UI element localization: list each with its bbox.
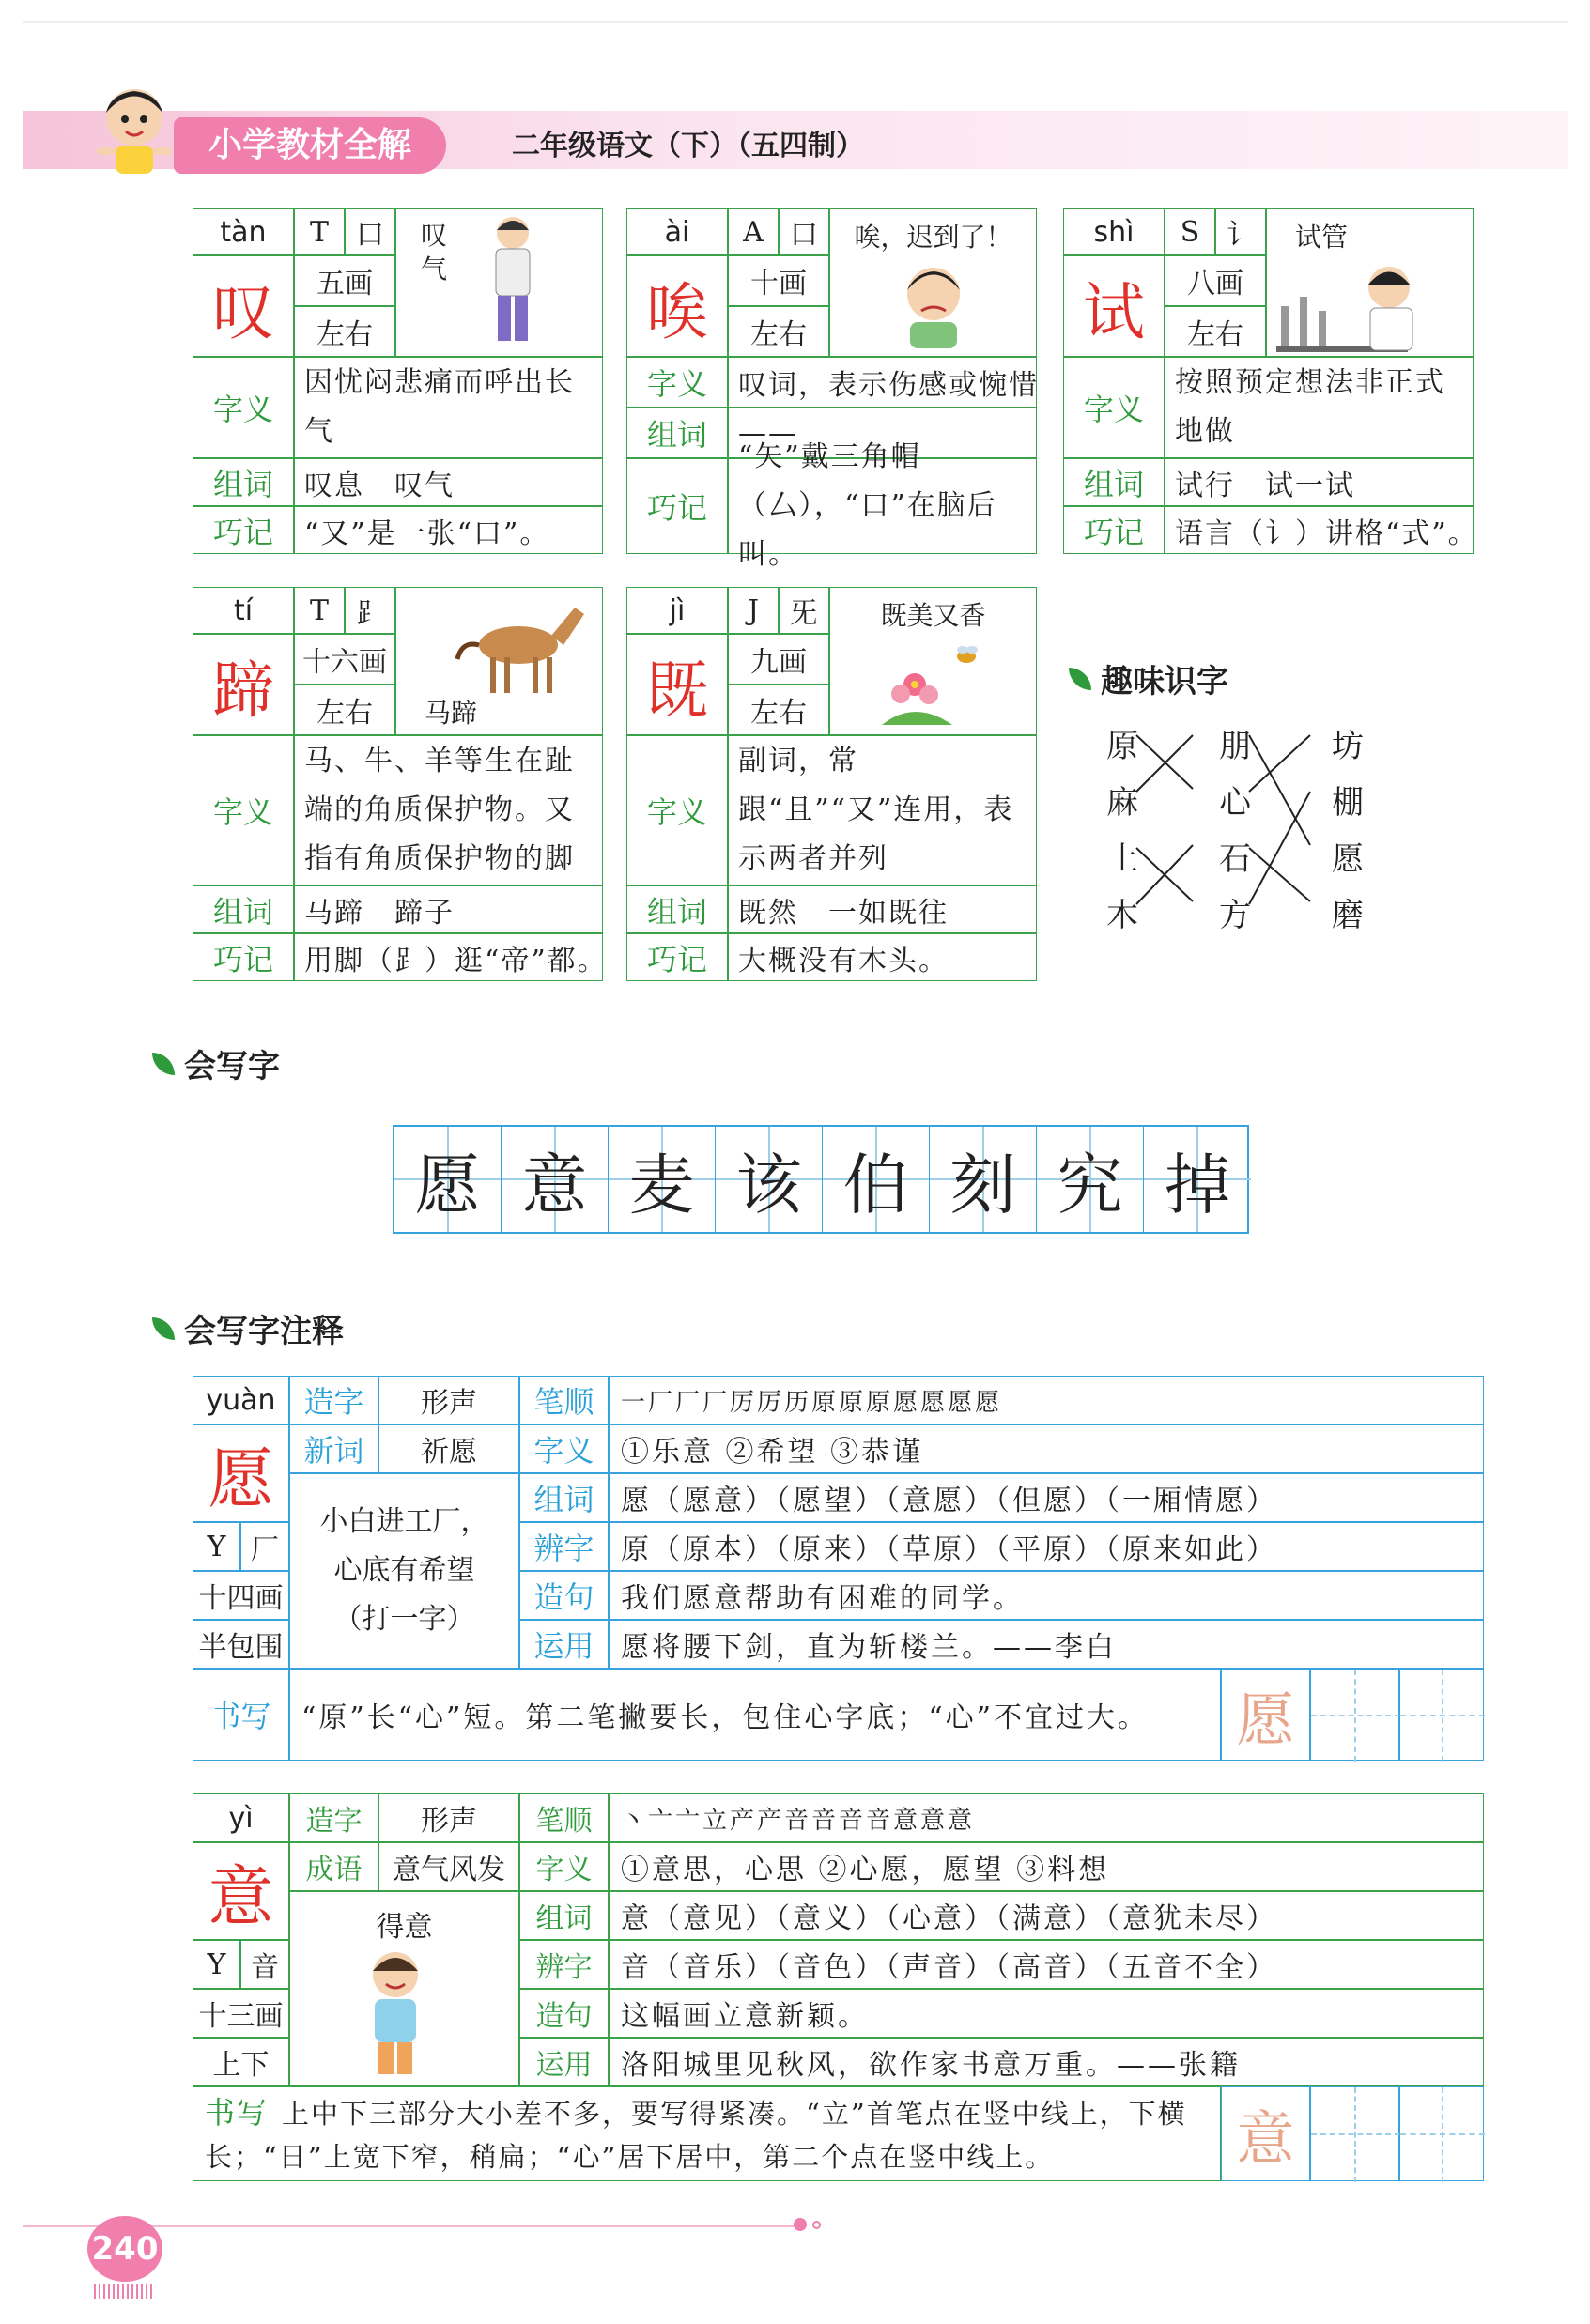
grid-cell <box>394 1127 502 1232</box>
notes-heading <box>152 1305 344 1351</box>
pic-caption: 试管 <box>1295 222 1349 253</box>
words-text: 叹息 叹气 <box>294 458 603 506</box>
bishun-label: 笔顺 <box>519 1376 609 1424</box>
shuxie-label: 书写 <box>205 2095 270 2131</box>
grid-cell <box>823 1127 930 1232</box>
proud-boy-illustration <box>348 1945 461 2076</box>
meaning-text: 叹词，表示伤感或惋惜 <box>728 357 1037 408</box>
words-text: 试行 试一试 <box>1165 458 1474 506</box>
ziyi-label: 字义 <box>519 1842 609 1891</box>
match-mid-item: 方 <box>1219 897 1251 934</box>
meaning-label: 字义 <box>193 735 294 885</box>
strokes: 十三画 <box>193 1989 289 2038</box>
match-right-col <box>1332 718 1364 944</box>
match-left-item: 麻 <box>1106 784 1138 822</box>
letter: Y <box>193 1940 240 1989</box>
match-right-item: 坊 <box>1332 728 1364 765</box>
note-table-yuan <box>193 1376 1484 1761</box>
model-char: 愿 <box>1221 1669 1310 1761</box>
pinyin: jì <box>626 587 728 634</box>
zaoju-label: 造句 <box>519 1989 609 2038</box>
grid-char: 愿 <box>414 1146 481 1224</box>
zuci-label: 组词 <box>519 1891 609 1940</box>
shuxie-text: 上中下三部分大小差不多，要写得紧凑。“立”首笔点在竖中线上，下横长；“日”上宽下窄，稍扁；“心”居下居中，第二个点在竖中线上。 <box>205 2098 1187 2173</box>
char: 唉 <box>626 255 728 357</box>
words-text: 马蹄 蹄子 <box>294 885 603 933</box>
char-card-ji <box>626 587 1037 981</box>
yunyong-label: 运用 <box>519 2038 609 2086</box>
tip-text: 大概没有木头。 <box>728 933 1037 981</box>
fun-literacy-matching <box>1089 709 1390 934</box>
strokes: 十四画 <box>193 1571 289 1620</box>
zaozi-text: 形声 <box>378 1793 519 1842</box>
pic-caption: 得意 <box>376 1911 433 1944</box>
grid-cell <box>609 1127 716 1232</box>
meaning-text: 马、牛、羊等生在趾端的角质保护物。又指有角质保护物的脚 <box>294 735 603 885</box>
structure: 左右 <box>728 685 829 735</box>
grid-char: 伯 <box>842 1146 909 1224</box>
meaning-text: 按照预定想法非正式地做 <box>1165 357 1474 458</box>
grid-cell <box>502 1127 609 1232</box>
char-card-shi <box>1063 208 1478 554</box>
fun-literacy-title: 趣味识字 <box>1101 663 1228 700</box>
shuxie-row <box>193 2086 1221 2181</box>
char: 试 <box>1063 255 1165 357</box>
yunyong-text: 愿将腰下剑，直为斩楼兰。——李白 <box>609 1620 1484 1669</box>
picture-panel <box>395 208 603 357</box>
picture-panel <box>829 587 1037 735</box>
pinyin: yì <box>193 1793 289 1842</box>
strokes: 九画 <box>728 634 829 685</box>
sighing-person-illustration <box>466 209 560 350</box>
strokes: 五画 <box>294 255 395 306</box>
ziyi-label: 字义 <box>519 1424 609 1473</box>
tip-label: 巧记 <box>193 933 294 981</box>
late-child-illustration <box>882 254 985 348</box>
letter: A <box>728 208 779 255</box>
structure: 上下 <box>193 2038 289 2086</box>
bishun-label: 笔顺 <box>519 1793 609 1842</box>
structure: 左右 <box>294 685 395 735</box>
letter: S <box>1165 208 1215 255</box>
zaoju-text: 这幅画立意新颖。 <box>609 1989 1484 2038</box>
horse-illustration <box>443 593 594 695</box>
zaoju-label: 造句 <box>519 1571 609 1620</box>
grid-cell <box>930 1127 1037 1232</box>
ziyi-text: ①乐意 ②希望 ③恭谨 <box>609 1424 1484 1473</box>
leaf-icon <box>152 1317 175 1340</box>
radical: 口 <box>345 208 395 255</box>
pic-caption: 既美又香 <box>880 600 986 631</box>
pinyin: ài <box>626 208 728 255</box>
meaning-text: 副词，常跟“且”“又”连用，表示两者并列 <box>728 735 1037 885</box>
char: 愿 <box>193 1424 289 1522</box>
match-left-item: 原 <box>1106 728 1138 765</box>
shuxie-label: 书写 <box>193 1669 289 1761</box>
structure: 左右 <box>1165 306 1266 357</box>
tip-text: “矢”戴三角帽（厶），“口”在脑后叫。 <box>728 458 1037 554</box>
chengyu-label: 成语 <box>289 1842 378 1891</box>
letter: T <box>294 587 345 634</box>
strokes: 十六画 <box>294 634 395 685</box>
words-label: 组词 <box>626 408 728 458</box>
bishun-text: 一厂厂厂厉厉历原原原愿愿愿愿 <box>609 1376 1484 1424</box>
letter: Y <box>193 1522 240 1571</box>
tip-text: 用脚（⻊）逛“帝”都。 <box>294 933 603 981</box>
tip-label: 巧记 <box>1063 506 1165 554</box>
picture-panel <box>829 208 1037 357</box>
words-label: 组词 <box>193 885 294 933</box>
words-text: —— <box>728 408 1037 458</box>
strokes: 八画 <box>1165 255 1266 306</box>
radical: 旡 <box>779 587 829 634</box>
write-chars-grid <box>393 1125 1249 1234</box>
zuci-text: 愿（愿意）（愿望）（意愿）（但愿）（一厢情愿） <box>609 1473 1484 1522</box>
match-mid-item: 朋 <box>1219 728 1251 765</box>
pic-caption: 叹 气 <box>421 220 448 285</box>
tip-label: 巧记 <box>193 506 294 554</box>
match-right-item: 棚 <box>1332 784 1364 822</box>
practice-cell <box>1310 2086 1399 2181</box>
radical: 口 <box>779 208 829 255</box>
grid-cell <box>1144 1127 1251 1232</box>
scientist-illustration <box>1267 254 1464 356</box>
meaning-label: 字义 <box>626 357 728 408</box>
char: 既 <box>626 634 728 735</box>
shuxie-content <box>193 2087 1220 2182</box>
char-card-tan <box>193 208 603 554</box>
strokes: 十画 <box>728 255 829 306</box>
zuci-text: 意（意见）（意义）（心意）（满意）（意犹未尽） <box>609 1891 1484 1940</box>
flower-bee-illustration <box>863 633 1004 727</box>
match-left-item: 木 <box>1106 897 1138 934</box>
pic-caption: 马蹄 <box>425 698 478 729</box>
practice-cell <box>1310 1669 1399 1761</box>
boy-mascot <box>92 80 177 178</box>
zaoju-text: 我们愿意帮助有困难的同学。 <box>609 1571 1484 1620</box>
char-card-ti <box>193 587 608 981</box>
char: 意 <box>193 1842 289 1940</box>
fun-literacy-heading <box>1069 655 1228 701</box>
write-chars-title: 会写字 <box>184 1048 280 1085</box>
structure: 左右 <box>728 306 829 357</box>
char-card-ai <box>626 208 1039 571</box>
letter: J <box>728 587 779 634</box>
riddle: 小白进工厂，心底有希望（打一字） <box>289 1473 519 1669</box>
practice-cell <box>1399 1669 1484 1761</box>
picture-panel <box>395 587 603 735</box>
bianzi-label: 辨字 <box>519 1522 609 1571</box>
zuci-label: 组词 <box>519 1473 609 1522</box>
meaning-label: 字义 <box>626 735 728 885</box>
write-chars-heading <box>152 1040 280 1086</box>
tip-label: 巧记 <box>626 933 728 981</box>
xinci-text: 祈愿 <box>378 1424 519 1473</box>
radical: 音 <box>240 1940 289 1989</box>
xinci-label: 新词 <box>289 1424 378 1473</box>
page-top-rule <box>23 21 1568 23</box>
tip-label: 巧记 <box>626 458 728 554</box>
words-label: 组词 <box>626 885 728 933</box>
footer-barcode-deco <box>94 2284 155 2299</box>
grid-char: 麦 <box>628 1146 695 1224</box>
meaning-text: 因忧闷悲痛而呼出长气 <box>294 357 603 458</box>
note-table-yi <box>193 1793 1484 2181</box>
pic-caption: 唉，迟到了！ <box>854 222 1012 253</box>
picture-panel <box>1266 208 1474 357</box>
picture-panel <box>289 1891 519 2086</box>
words-label: 组词 <box>1063 458 1165 506</box>
notes-title: 会写字注释 <box>184 1313 344 1350</box>
match-mid-col <box>1219 718 1251 944</box>
pinyin: yuàn <box>193 1376 289 1424</box>
radical: 讠 <box>1215 208 1266 255</box>
char: 叹 <box>193 255 294 357</box>
zaozi-text: 形声 <box>378 1376 519 1424</box>
yunyong-label: 运用 <box>519 1620 609 1669</box>
leaf-icon <box>152 1053 175 1075</box>
match-left-item: 土 <box>1106 840 1138 878</box>
grid-cell <box>1037 1127 1144 1232</box>
meaning-label: 字义 <box>1063 357 1165 458</box>
ziyi-text: ①意思，心思 ②心愿，愿望 ③料想 <box>609 1842 1484 1891</box>
grid-char: 该 <box>735 1146 802 1224</box>
zaozi-label: 造字 <box>289 1793 378 1842</box>
bianzi-text: 原（原本）（原来）（草原）（平原）（原来如此） <box>609 1522 1484 1571</box>
shuxie-text: “原”长“心”短。第二笔撇要长，包住心字底；“心”不宜过大。 <box>289 1669 1221 1761</box>
bishun-text: 丶亠亠立产产音音音音意意意 <box>609 1793 1484 1842</box>
leaf-icon <box>1069 668 1091 690</box>
series-badge: 小学教材全解 <box>174 117 446 174</box>
yunyong-text: 洛阳城里见秋风，欲作家书意万重。——张籍 <box>609 2038 1484 2086</box>
letter: T <box>294 208 345 255</box>
words-text: 既然 一如既往 <box>728 885 1037 933</box>
grid-char: 究 <box>1057 1146 1123 1224</box>
footer-dot <box>794 2218 807 2231</box>
bianzi-label: 辨字 <box>519 1940 609 1989</box>
footer-dot <box>812 2221 821 2229</box>
grid-char: 刻 <box>949 1146 1016 1224</box>
match-mid-item: 石 <box>1219 840 1251 878</box>
grid-cell <box>716 1127 823 1232</box>
grid-char: 掉 <box>1165 1146 1230 1224</box>
meaning-label: 字义 <box>193 357 294 458</box>
words-label: 组词 <box>193 458 294 506</box>
structure: 半包围 <box>193 1620 289 1669</box>
pinyin: shì <box>1063 208 1165 255</box>
radical: ⻊ <box>345 587 395 634</box>
match-right-item: 磨 <box>1332 897 1364 934</box>
match-right-item: 愿 <box>1332 840 1364 878</box>
match-mid-item: 心 <box>1219 784 1251 822</box>
zaozi-label: 造字 <box>289 1376 378 1424</box>
tip-text: “又”是一张“口”。 <box>294 506 603 554</box>
bianzi-text: 音（音乐）（音色）（声音）（高音）（五音不全） <box>609 1940 1484 1989</box>
grid-char: 意 <box>521 1146 588 1224</box>
model-char: 意 <box>1221 2086 1310 2181</box>
chengyu-text: 意气风发 <box>378 1842 519 1891</box>
book-title: 二年级语文（下）（五四制） <box>512 130 864 162</box>
page-number: 240 <box>87 2216 162 2282</box>
match-left-col <box>1106 718 1138 944</box>
practice-cell <box>1399 2086 1484 2181</box>
pinyin: tàn <box>193 208 294 255</box>
pinyin: tí <box>193 587 294 634</box>
structure: 左右 <box>294 306 395 357</box>
char: 蹄 <box>193 634 294 735</box>
tip-text: 语言（讠）讲格“式”。 <box>1165 506 1474 554</box>
radical: 厂 <box>240 1522 289 1571</box>
